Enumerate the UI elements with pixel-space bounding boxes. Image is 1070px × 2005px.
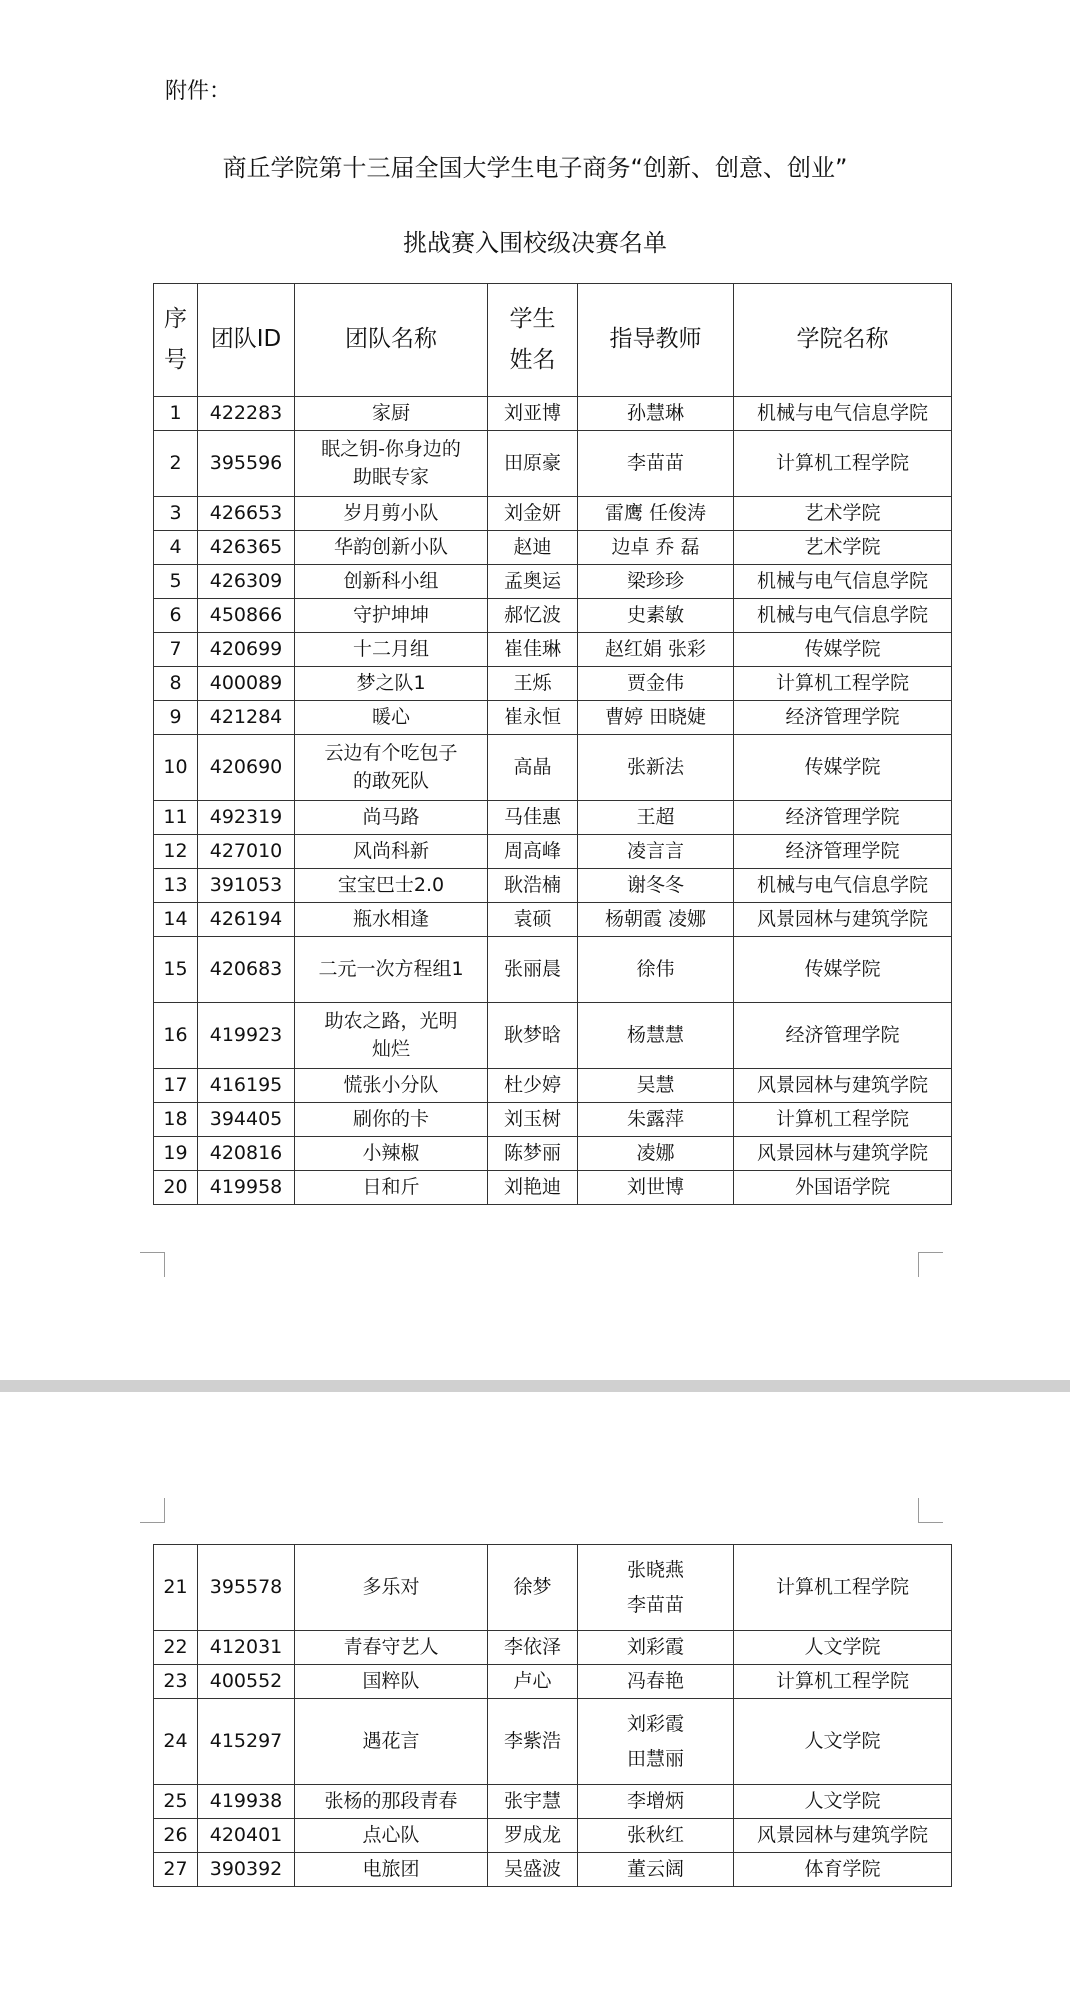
cell-teacher: [578, 937, 734, 1003]
table-row: [154, 531, 952, 565]
cell-team-name-line: 慌张小分队: [343, 1073, 439, 1096]
cell-team-name-line: 梦之队1: [356, 671, 426, 694]
table-row: [154, 1171, 952, 1205]
cell-team-id: 426309: [198, 565, 295, 599]
cell-no: 25: [154, 1785, 198, 1819]
cell-teacher-line: 杨慧慧: [626, 1023, 684, 1046]
cell-no: 21: [154, 1545, 198, 1631]
cell-student: 刘金妍: [488, 497, 578, 531]
cell-team-id: 426365: [198, 531, 295, 565]
cell-no: 9: [154, 701, 198, 735]
cell-team-name: [295, 835, 488, 869]
cell-student: 崔佳琳: [488, 633, 578, 667]
cell-college: 经济管理学院: [734, 801, 952, 835]
cell-student: 刘亚博: [488, 397, 578, 431]
cell-team-name-line: 二元一次方程组1: [318, 957, 464, 980]
table-row: [154, 1699, 952, 1785]
table-row: [154, 801, 952, 835]
cell-no: 20: [154, 1171, 198, 1205]
cell-teacher: [578, 633, 734, 667]
cell-college: 机械与电气信息学院: [734, 565, 952, 599]
cell-college: 计算机工程学院: [734, 1665, 952, 1699]
cell-college: 艺术学院: [734, 497, 952, 531]
cell-no: 17: [154, 1069, 198, 1103]
cell-team-id: 426653: [198, 497, 295, 531]
cell-team-name-line: 遇花言: [362, 1729, 420, 1752]
cell-student: 赵迪: [488, 531, 578, 565]
cell-team-id: 412031: [198, 1631, 295, 1665]
cell-student: 周高峰: [488, 835, 578, 869]
cell-team-id: 400089: [198, 667, 295, 701]
finalist-table-page2: [153, 1544, 952, 1887]
cell-team-id: 450866: [198, 599, 295, 633]
cell-team-name-line: 十二月组: [352, 637, 429, 660]
cell-team-name-line: 多乐对: [362, 1575, 420, 1598]
finalist-table-page1: [153, 283, 952, 1205]
cell-teacher-line: 田慧丽: [626, 1747, 684, 1770]
cell-team-id: 390392: [198, 1853, 295, 1887]
cell-team-id: 400552: [198, 1665, 295, 1699]
cell-team-name: [295, 599, 488, 633]
table-row: [154, 835, 952, 869]
cell-student: 刘艳迪: [488, 1171, 578, 1205]
cell-teacher-line: 吴慧: [636, 1073, 675, 1096]
cell-college: 机械与电气信息学院: [734, 599, 952, 633]
cell-team-name: [295, 1699, 488, 1785]
cell-team-name-line: 眠之钥-你身边的: [321, 437, 461, 460]
table-row: [154, 1545, 952, 1631]
cell-team-name: [295, 701, 488, 735]
cell-teacher: [578, 801, 734, 835]
cell-student: 李依泽: [488, 1631, 578, 1665]
cell-teacher-line: 曹婷 田晓婕: [604, 705, 707, 728]
cell-team-id: 416195: [198, 1069, 295, 1103]
cell-college: 机械与电气信息学院: [734, 397, 952, 431]
cell-team-name: [295, 1103, 488, 1137]
cell-team-id: 420690: [198, 735, 295, 801]
cell-college: 人文学院: [734, 1699, 952, 1785]
cell-team-name-line: 刷你的卡: [352, 1107, 429, 1130]
cell-teacher-line: 梁珍珍: [626, 569, 684, 592]
cell-student: 卢心: [488, 1665, 578, 1699]
cell-teacher-line: 赵红娟 张彩: [604, 637, 707, 660]
cell-college: 风景园林与建筑学院: [734, 1137, 952, 1171]
cell-team-name: [295, 1785, 488, 1819]
cell-teacher: [578, 1665, 734, 1699]
cell-team-name: [295, 1853, 488, 1887]
page-corner-mark: [918, 1252, 943, 1277]
cell-team-name-line: 尚马路: [362, 805, 420, 828]
cell-college: 人文学院: [734, 1785, 952, 1819]
cell-teacher-line: 朱露萍: [626, 1107, 684, 1130]
cell-teacher-line: 李增炳: [626, 1789, 684, 1812]
header-team-name: 团队名称: [295, 284, 488, 397]
cell-team-name: [295, 497, 488, 531]
cell-no: 10: [154, 735, 198, 801]
cell-team-name-line: 宝宝巴士2.0: [337, 873, 445, 896]
cell-no: 13: [154, 869, 198, 903]
cell-teacher-line: 杨朝霞 凌娜: [604, 907, 707, 930]
cell-team-name: [295, 937, 488, 1003]
cell-college: 风景园林与建筑学院: [734, 1069, 952, 1103]
cell-college: 计算机工程学院: [734, 1545, 952, 1631]
cell-no: 23: [154, 1665, 198, 1699]
cell-team-name-line: 华韵创新小队: [333, 535, 448, 558]
cell-team-id: 419958: [198, 1171, 295, 1205]
cell-team-name-line: 岁月剪小队: [343, 501, 439, 524]
cell-student: 高晶: [488, 735, 578, 801]
cell-college: 机械与电气信息学院: [734, 869, 952, 903]
table-row: [154, 497, 952, 531]
cell-teacher-line: 史素敏: [626, 603, 684, 626]
cell-team-name: [295, 903, 488, 937]
cell-no: 8: [154, 667, 198, 701]
cell-team-name-line: 青春守艺人: [343, 1635, 439, 1658]
cell-teacher-line: 凌言言: [626, 839, 684, 862]
cell-no: 14: [154, 903, 198, 937]
cell-team-name: [295, 565, 488, 599]
cell-team-name-line: 助眠专家: [352, 465, 429, 488]
cell-no: 22: [154, 1631, 198, 1665]
cell-team-name: [295, 431, 488, 497]
cell-college: 传媒学院: [734, 937, 952, 1003]
cell-team-id: 419938: [198, 1785, 295, 1819]
cell-teacher-line: 张秋红: [626, 1823, 684, 1846]
cell-teacher-line: 董云阔: [626, 1857, 684, 1880]
cell-no: 5: [154, 565, 198, 599]
cell-teacher: [578, 531, 734, 565]
cell-team-name: [295, 1171, 488, 1205]
cell-teacher: [578, 1785, 734, 1819]
cell-teacher-line: 谢冬冬: [626, 873, 684, 896]
cell-team-name: [295, 1069, 488, 1103]
cell-no: 1: [154, 397, 198, 431]
cell-college: 人文学院: [734, 1631, 952, 1665]
cell-student: 袁硕: [488, 903, 578, 937]
cell-teacher-line: 张晓燕: [626, 1559, 684, 1582]
cell-no: 3: [154, 497, 198, 531]
cell-teacher-line: 李苗苗: [626, 1593, 684, 1616]
cell-college: 经济管理学院: [734, 701, 952, 735]
cell-teacher-line: 徐伟: [636, 957, 675, 980]
cell-team-name-line: 助农之路，光明: [324, 1009, 458, 1032]
cell-teacher: [578, 565, 734, 599]
cell-team-id: 422283: [198, 397, 295, 431]
cell-student: 田原豪: [488, 431, 578, 497]
cell-teacher: [578, 1003, 734, 1069]
cell-student: 张丽晨: [488, 937, 578, 1003]
cell-team-id: 492319: [198, 801, 295, 835]
cell-student: 刘玉树: [488, 1103, 578, 1137]
cell-teacher-line: 张新法: [626, 755, 684, 778]
table-row: [154, 1665, 952, 1699]
cell-student: 郝忆波: [488, 599, 578, 633]
cell-team-name: [295, 633, 488, 667]
cell-team-name: [295, 397, 488, 431]
cell-student: 吴盛波: [488, 1853, 578, 1887]
cell-no: 19: [154, 1137, 198, 1171]
table-header-row: [154, 284, 952, 397]
table-row: [154, 1631, 952, 1665]
table-row: [154, 869, 952, 903]
cell-teacher: [578, 869, 734, 903]
cell-teacher: [578, 1631, 734, 1665]
page-corner-mark: [140, 1498, 165, 1523]
cell-teacher: [578, 1103, 734, 1137]
cell-teacher-line: 孙慧琳: [626, 401, 684, 424]
table-row: [154, 1785, 952, 1819]
cell-student: 徐梦: [488, 1545, 578, 1631]
cell-team-name-line: 国粹队: [362, 1669, 420, 1692]
cell-team-name-line: 点心队: [362, 1823, 420, 1846]
cell-teacher-line: 刘世博: [626, 1175, 684, 1198]
cell-student: 崔永恒: [488, 701, 578, 735]
cell-teacher: [578, 1069, 734, 1103]
cell-teacher-line: 边卓 乔 磊: [611, 535, 700, 558]
cell-teacher: [578, 431, 734, 497]
cell-teacher: [578, 599, 734, 633]
cell-team-name-line: 小辣椒: [362, 1141, 420, 1164]
page-corner-mark: [140, 1252, 165, 1277]
cell-team-name-line: 瓶水相逢: [352, 907, 429, 930]
cell-team-name: [295, 667, 488, 701]
table-row: [154, 599, 952, 633]
page-separator: [0, 1380, 1070, 1392]
cell-college: 体育学院: [734, 1853, 952, 1887]
cell-no: 6: [154, 599, 198, 633]
cell-team-id: 421284: [198, 701, 295, 735]
cell-no: 11: [154, 801, 198, 835]
cell-team-name: [295, 531, 488, 565]
cell-college: 风景园林与建筑学院: [734, 903, 952, 937]
cell-no: 7: [154, 633, 198, 667]
table-row: [154, 937, 952, 1003]
cell-college: 艺术学院: [734, 531, 952, 565]
header-no: 序 号: [154, 284, 198, 397]
cell-student: 耿梦晗: [488, 1003, 578, 1069]
cell-teacher-line: 刘彩霞: [626, 1713, 684, 1736]
cell-student: 杜少婷: [488, 1069, 578, 1103]
cell-team-id: 395596: [198, 431, 295, 497]
cell-no: 2: [154, 431, 198, 497]
cell-no: 16: [154, 1003, 198, 1069]
cell-team-name-line: 日和斤: [362, 1175, 420, 1198]
table-row: [154, 1819, 952, 1853]
cell-teacher: [578, 1853, 734, 1887]
cell-teacher: [578, 903, 734, 937]
cell-team-id: 394405: [198, 1103, 295, 1137]
cell-teacher: [578, 835, 734, 869]
table-row: [154, 1137, 952, 1171]
cell-no: 15: [154, 937, 198, 1003]
cell-student: 罗成龙: [488, 1819, 578, 1853]
table-row: [154, 1069, 952, 1103]
cell-college: 经济管理学院: [734, 1003, 952, 1069]
cell-student: 王烁: [488, 667, 578, 701]
cell-college: 传媒学院: [734, 735, 952, 801]
cell-teacher: [578, 1819, 734, 1853]
cell-team-id: 420401: [198, 1819, 295, 1853]
cell-team-id: 427010: [198, 835, 295, 869]
header-college: 学院名称: [734, 284, 952, 397]
cell-teacher: [578, 497, 734, 531]
cell-teacher-line: 李苗苗: [626, 451, 684, 474]
cell-team-name: [295, 1631, 488, 1665]
document-title-line2: 挑战赛入围校级决赛名单: [403, 229, 667, 257]
cell-college: 传媒学院: [734, 633, 952, 667]
cell-team-id: 420699: [198, 633, 295, 667]
table-row: [154, 735, 952, 801]
cell-teacher-line: 刘彩霞: [626, 1635, 684, 1658]
cell-team-id: 419923: [198, 1003, 295, 1069]
cell-teacher: [578, 701, 734, 735]
table-row: [154, 701, 952, 735]
cell-team-id: 420683: [198, 937, 295, 1003]
cell-no: 27: [154, 1853, 198, 1887]
cell-no: 12: [154, 835, 198, 869]
attachment-label: 附件：: [165, 79, 232, 104]
table-row: [154, 1103, 952, 1137]
cell-teacher: [578, 1171, 734, 1205]
cell-team-id: 415297: [198, 1699, 295, 1785]
cell-teacher-line: 王超: [636, 805, 675, 828]
cell-team-id: 426194: [198, 903, 295, 937]
cell-teacher: [578, 735, 734, 801]
table-row: [154, 1853, 952, 1887]
cell-teacher: [578, 1545, 734, 1631]
table-row: [154, 667, 952, 701]
cell-team-name: [295, 1137, 488, 1171]
table-row: [154, 633, 952, 667]
cell-team-name-line: 的敢死队: [352, 769, 429, 792]
cell-student: 张宇慧: [488, 1785, 578, 1819]
cell-teacher-line: 雷鹰 任俊涛: [604, 501, 707, 524]
cell-college: 外国语学院: [734, 1171, 952, 1205]
cell-college: 经济管理学院: [734, 835, 952, 869]
table-row: [154, 1003, 952, 1069]
cell-team-name-line: 云边有个吃包子: [324, 741, 458, 764]
cell-student: 马佳惠: [488, 801, 578, 835]
header-team-id: 团队ID: [198, 284, 295, 397]
cell-team-name: [295, 1819, 488, 1853]
cell-no: 18: [154, 1103, 198, 1137]
cell-teacher-line: 冯春艳: [626, 1669, 684, 1692]
cell-teacher: [578, 1137, 734, 1171]
cell-team-name-line: 电旅团: [362, 1857, 420, 1880]
cell-team-name: [295, 801, 488, 835]
cell-team-name-line: 创新科小组: [343, 569, 439, 592]
header-student: 学生 姓名: [488, 284, 578, 397]
document-title-line1: 商丘学院第十三届全国大学生电子商务“创新、创意、创业”: [222, 154, 848, 182]
table-row: [154, 431, 952, 497]
table-row: [154, 903, 952, 937]
cell-student: 耿浩楠: [488, 869, 578, 903]
cell-college: 计算机工程学院: [734, 431, 952, 497]
cell-team-name-line: 风尚科新: [352, 839, 429, 862]
cell-no: 26: [154, 1819, 198, 1853]
cell-college: 风景园林与建筑学院: [734, 1819, 952, 1853]
cell-teacher: [578, 667, 734, 701]
table-row: [154, 397, 952, 431]
cell-team-id: 395578: [198, 1545, 295, 1631]
cell-no: 24: [154, 1699, 198, 1785]
cell-team-name: [295, 1545, 488, 1631]
cell-teacher-line: 凌娜: [636, 1141, 675, 1164]
cell-team-name: [295, 869, 488, 903]
cell-team-name: [295, 735, 488, 801]
page-corner-mark: [918, 1498, 943, 1523]
table-row: [154, 565, 952, 599]
cell-teacher: [578, 1699, 734, 1785]
cell-no: 4: [154, 531, 198, 565]
cell-team-name-line: 张杨的那段青春: [324, 1789, 458, 1812]
cell-team-name-line: 守护坤坤: [352, 603, 429, 626]
cell-teacher-line: 贾金伟: [626, 671, 684, 694]
cell-team-id: 420816: [198, 1137, 295, 1171]
cell-team-id: 391053: [198, 869, 295, 903]
cell-college: 计算机工程学院: [734, 1103, 952, 1137]
cell-student: 孟奥运: [488, 565, 578, 599]
cell-team-name: [295, 1003, 488, 1069]
cell-college: 计算机工程学院: [734, 667, 952, 701]
header-teacher: 指导教师: [578, 284, 734, 397]
cell-team-name-line: 暖心: [371, 705, 410, 728]
cell-team-name-line: 家厨: [371, 401, 410, 424]
cell-student: 陈梦丽: [488, 1137, 578, 1171]
cell-team-name-line: 灿烂: [371, 1037, 410, 1060]
cell-team-name: [295, 1665, 488, 1699]
cell-student: 李紫浩: [488, 1699, 578, 1785]
cell-teacher: [578, 397, 734, 431]
